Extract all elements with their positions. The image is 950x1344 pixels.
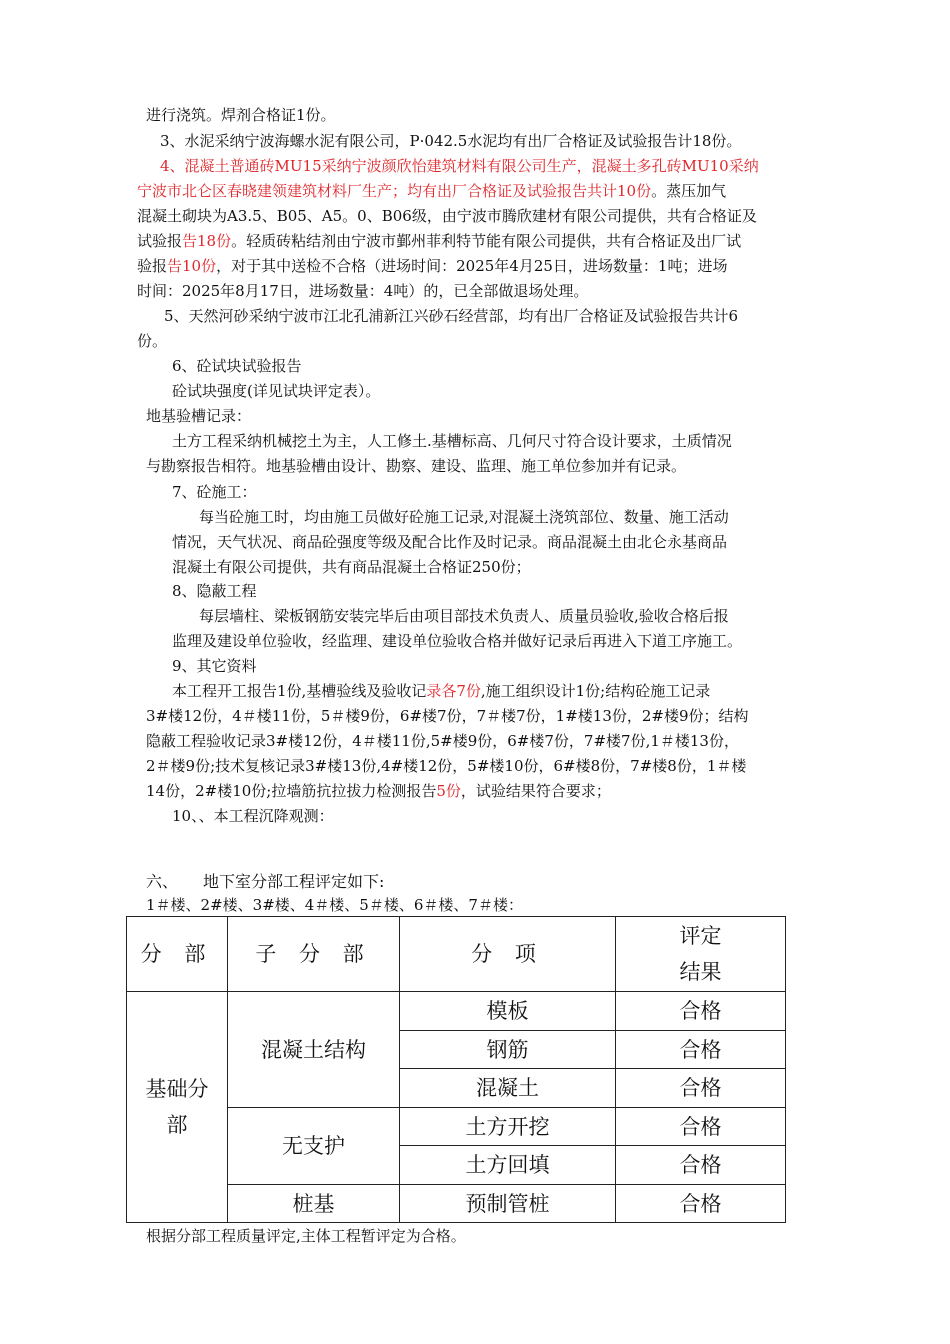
result-cell: 合格: [616, 1108, 786, 1146]
header-subdivision: 子 分 部: [228, 917, 400, 992]
header-result-line2: 结果: [679, 960, 722, 984]
conclusion-text: 根据分部工程质量评定,主体工程暂评定为合格。: [146, 1227, 466, 1245]
paragraph-earthwork-line2: 与勘察报告相符。地基验槽由设计、勘察、建设、监理、施工单位参加并有记录。: [146, 457, 687, 475]
result-cell: 合格: [616, 1069, 786, 1108]
paragraph-bricks-line1: 4、混凝土普通砖MU15采纳宁波颜欣怡建筑材料有限公司生产，混凝土多孔砖MU10采纳: [160, 157, 759, 175]
paragraph-other-line5: [146, 780, 611, 802]
paragraph-concrete-line3: 混凝土有限公司提供，共有商品混凝土合格证250份；: [172, 558, 531, 576]
subdivision-cell: 桩基: [228, 1185, 400, 1223]
result-cell: 合格: [616, 992, 786, 1031]
evaluation-table: [126, 916, 786, 1223]
paragraph-bricks-line6: 时间：2025年8月17日，进场数量：4吨）的，已全部做退场处理。: [137, 282, 589, 300]
result-cell: 合格: [616, 1185, 786, 1223]
paragraph-concealed-line1: 每层墙柱、梁板钢筋安装完毕后由项目部技术负责人、质量员验收,验收合格后报: [199, 607, 729, 625]
highlight-text: 录各7份: [426, 682, 481, 700]
paragraph-concrete-line1: 每当砼施工时，均由施工员做好砼施工记录,对混凝土浇筑部位、数量、施工活动: [199, 508, 729, 526]
paragraph-welding-flux: 进行浇筑。焊剂合格证1份。: [146, 106, 336, 124]
division-cell: [127, 992, 228, 1223]
paragraph-bricks-line4: [137, 230, 741, 252]
paragraph-bricks-line5: [137, 255, 727, 277]
subdivision-cell: 无支护: [228, 1108, 400, 1185]
highlight-text: 告18份: [182, 232, 232, 250]
header-result-line1: 评定: [679, 924, 722, 948]
paragraph-earthwork-line1: 土方工程采纳机械挖土为主，人工修土.基槽标高、几何尺寸符合设计要求，土质情况: [172, 432, 732, 450]
section-number: 六、: [146, 872, 179, 891]
division-line2: 部: [166, 1113, 188, 1137]
result-cell: 合格: [616, 1031, 786, 1069]
text-segment: ，试验结果符合要求；: [460, 782, 611, 800]
item-cell: 土方开挖: [400, 1108, 616, 1146]
header-item: 分 项: [400, 917, 616, 992]
section-title: 地下室分部工程评定如下:: [203, 872, 385, 891]
header-result: [616, 917, 786, 992]
item-cell: 土方回填: [400, 1146, 616, 1185]
table-header-row: [127, 917, 786, 992]
paragraph-cement: 3、水泥采纳宁波海螺水泥有限公司，P·042.5水泥均有出厂合格证及试验报告计18份。: [160, 132, 742, 150]
highlight-text: 告10份: [167, 257, 217, 275]
item-cell: 模板: [400, 992, 616, 1031]
paragraph-other-line3: 隐蔽工程验收记录3#楼12份，4＃楼11份,5#楼9份，6#楼7份，7#楼7份,1＃楼13份，: [146, 732, 739, 750]
heading-foundation-inspection: 地基验槽记录：: [146, 407, 252, 425]
highlight-text: 宁波市北仑区春晓建领建筑材料厂生产；均有出厂合格证及试验报告共计10份: [137, 182, 652, 200]
heading-test-block-report: 6、砼试块试验报告: [172, 357, 302, 375]
division-line1: 基础分: [145, 1077, 209, 1101]
heading-settlement-observation: 10、、本工程沉降观测：: [172, 807, 334, 825]
text-segment: 14份，2#楼10份;拉墙筋抗拉拔力检测报告: [146, 782, 437, 800]
paragraph-bricks-line3: 混凝土砌块为A3.5、B05、A5。0、B06级，由宁波市腾欣建材有限公司提供，共有合格证及: [137, 207, 757, 225]
paragraph-concealed-line2: 监理及建设单位验收，经监理、建设单位验收合格并做好记录后再进入下道工序施工。: [172, 632, 743, 650]
text-segment: 。蒸压加气: [651, 182, 727, 200]
paragraph-sand-line2: 份。: [137, 332, 168, 350]
text-segment: 验报: [137, 257, 168, 275]
text-segment: ，对于其中送检不合格（进场时间：2025年4月25日，进场数量：1吨；进场: [216, 257, 728, 275]
paragraph-other-line1: [172, 680, 710, 702]
item-cell: 预制管桩: [400, 1185, 616, 1223]
section-buildings: 1＃楼、2#楼、3#楼、4＃楼、5＃楼、6＃楼、7＃楼：: [146, 896, 523, 914]
header-division: 分 部: [127, 917, 228, 992]
paragraph-concrete-line2: 情况，天气状况、商品砼强度等级及配合比作及时记录。商品混凝土由北仑永基商品: [172, 533, 728, 551]
item-cell: 钢筋: [400, 1031, 616, 1069]
text-segment: 本工程开工报告1份,基槽验线及验收记: [172, 682, 427, 700]
item-cell: 混凝土: [400, 1069, 616, 1108]
highlight-text: 5份: [436, 782, 461, 800]
paragraph-other-line4: 2＃楼9份;技术复核记录3#楼13份,4#楼12份，5#楼10份，6#楼8份，7#楼8份，1＃楼: [146, 757, 747, 775]
paragraph-other-line2: 3#楼12份，4＃楼11份，5＃楼9份，6#楼7份，7＃楼7份，1#楼13份，2#楼9份；结构: [146, 707, 749, 725]
heading-other-documents: 9、其它资料: [172, 657, 257, 675]
paragraph-bricks-line2: [137, 180, 726, 202]
heading-concealed-works: 8、隐蔽工程: [172, 582, 257, 600]
text-segment: ,施工组织设计1份;结构砼施工记录: [480, 682, 711, 700]
subdivision-cell: 混凝土结构: [228, 992, 400, 1108]
text-segment: 试验报: [137, 232, 183, 250]
result-cell: 合格: [616, 1146, 786, 1185]
heading-concrete-construction: 7、砼施工：: [172, 483, 257, 501]
text-segment: 。轻质砖粘结剂由宁波市鄞州菲利特节能有限公司提供，共有合格证及出厂试: [231, 232, 742, 250]
table-row: [127, 992, 786, 1031]
paragraph-test-block-strength: 砼试块强度(详见试块评定表）。: [172, 382, 381, 400]
paragraph-sand-line1: 5、天然河砂采纳宁波市江北孔浦新江兴砂石经营部，均有出厂合格证及试验报告共计6: [164, 307, 739, 325]
